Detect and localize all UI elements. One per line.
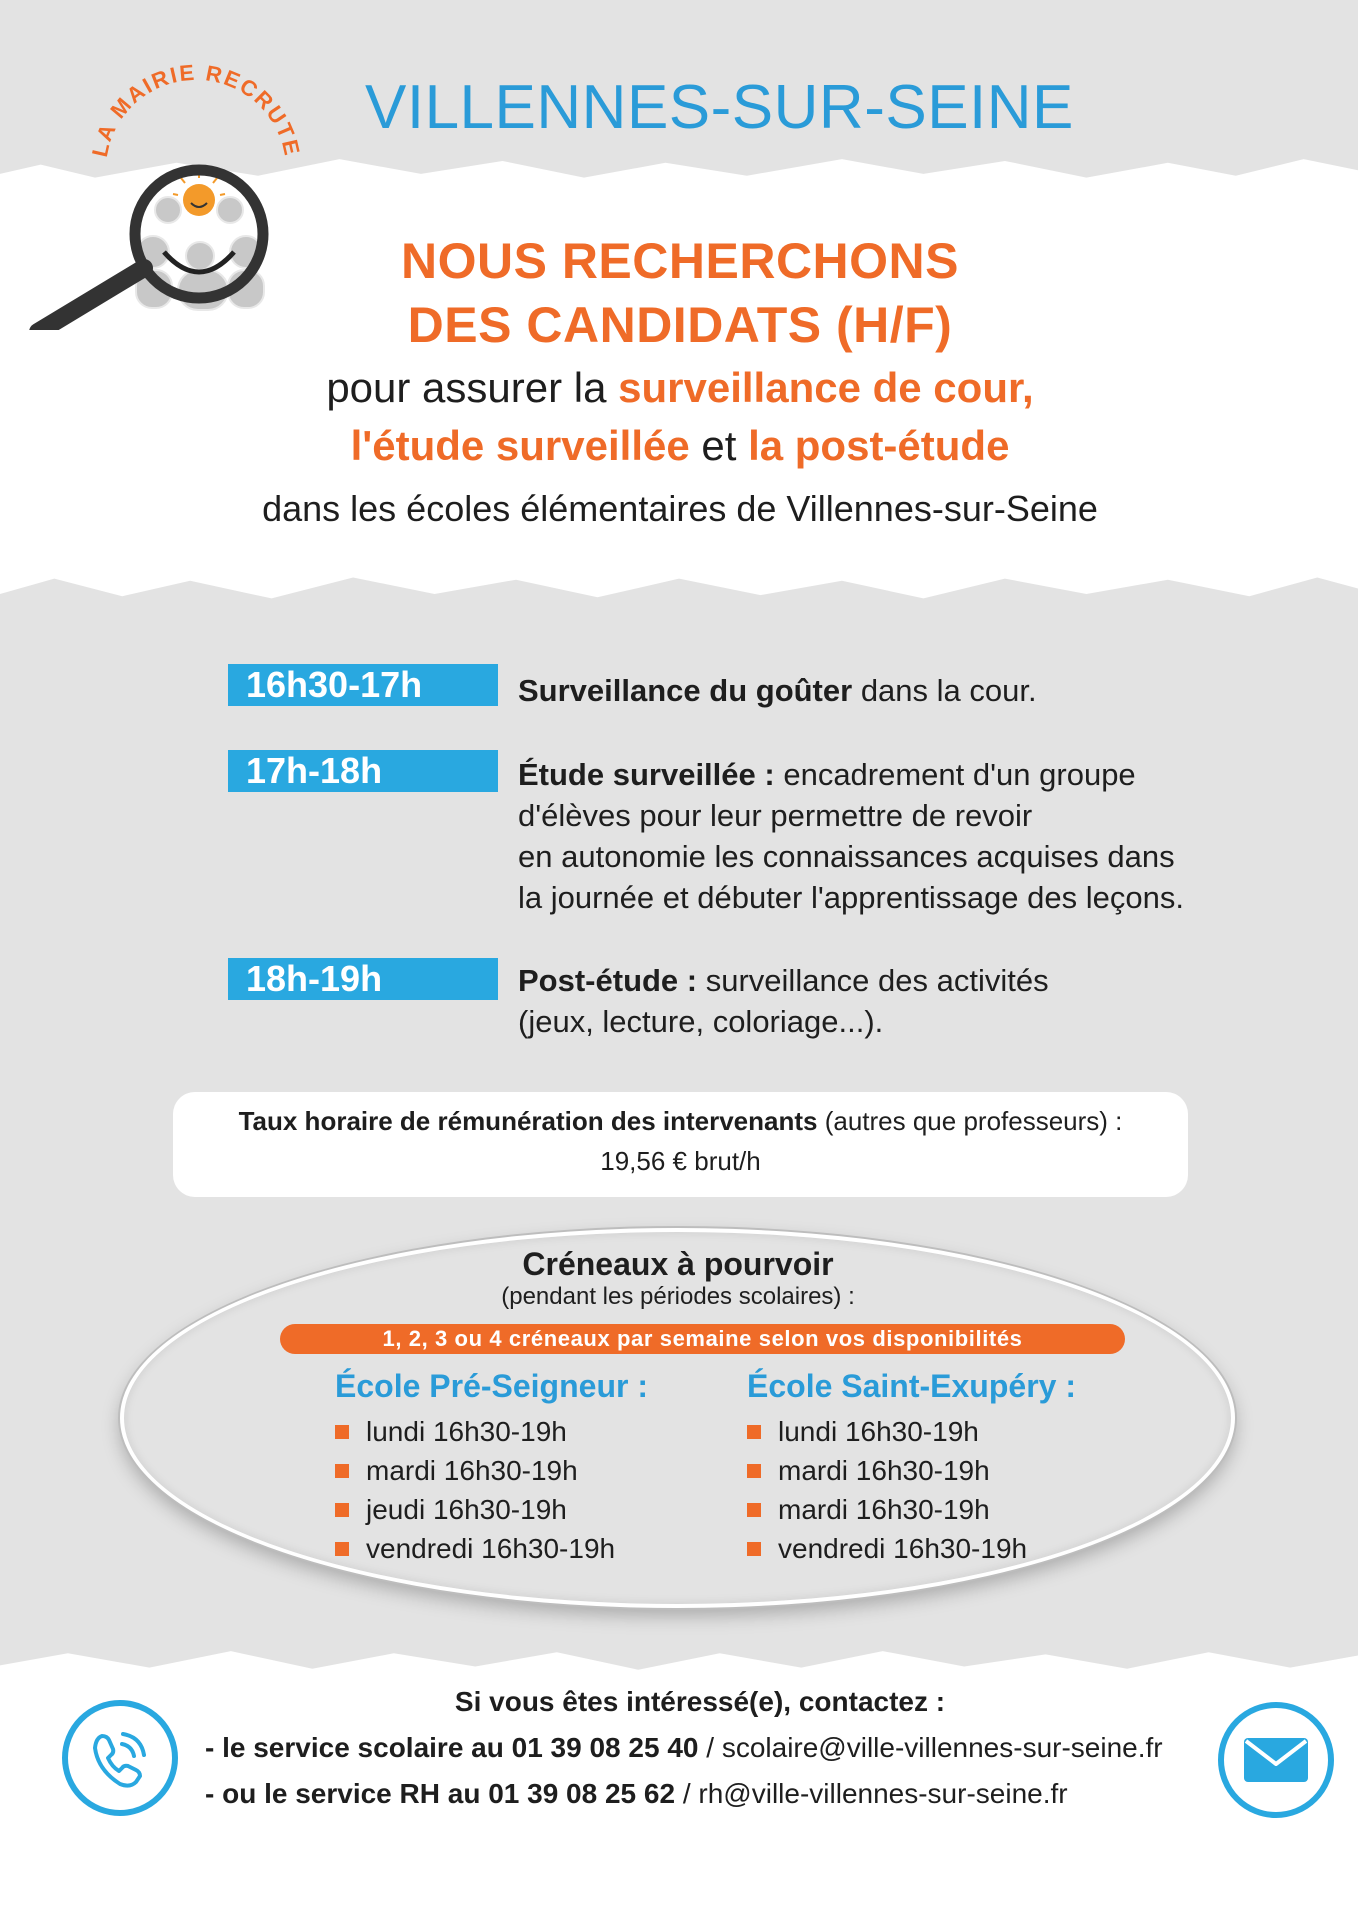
time-badge: 16h30-17h xyxy=(228,664,498,706)
subtitle-highlight: surveillance de cour, xyxy=(618,364,1034,411)
slot-text: mardi 16h30-19h xyxy=(778,1494,990,1525)
time-badge: 17h-18h xyxy=(228,750,498,792)
pay-rate-plain: (autres que professeurs) : xyxy=(817,1106,1123,1136)
slot-text: mardi 16h30-19h xyxy=(778,1455,990,1486)
slot-text: mardi 16h30-19h xyxy=(366,1455,578,1486)
contact-line-school xyxy=(205,1732,1163,1764)
subtitle-text: pour assurer la xyxy=(326,364,619,411)
list-item xyxy=(335,1529,615,1568)
schedule-heading: Surveillance du goûter xyxy=(518,673,853,708)
mail-icon[interactable] xyxy=(1218,1702,1334,1818)
headline-line2: DES CANDIDATS (H/F) xyxy=(407,297,953,353)
phone-glyph xyxy=(68,1706,172,1810)
slots-subtitle: (pendant les périodes scolaires) : xyxy=(501,1283,855,1310)
schedule-description xyxy=(518,754,1318,918)
bullet-square-icon xyxy=(335,1503,349,1517)
list-item xyxy=(747,1412,1027,1451)
school-title-saint-exupery: École Saint-Exupéry : xyxy=(747,1368,1076,1404)
bullet-square-icon xyxy=(747,1542,761,1556)
schedule-description xyxy=(518,670,1318,711)
list-item xyxy=(747,1490,1027,1529)
contact-phone: - le service scolaire au 01 39 08 25 40 xyxy=(205,1732,699,1763)
slot-list-pre-seigneur xyxy=(335,1412,615,1568)
slots-title: Créneaux à pourvoir xyxy=(522,1246,834,1282)
schedule-line: surveillance des activités xyxy=(697,963,1049,998)
slot-text: vendredi 16h30-19h xyxy=(778,1533,1028,1564)
schedule-heading: Étude surveillée : xyxy=(518,757,775,792)
city-name: VILLENNES-SUR-SEINE xyxy=(365,73,1074,142)
subtitle-line3: dans les écoles élémentaires de Villennes-sur-Seine xyxy=(262,488,1098,529)
slot-text: lundi 16h30-19h xyxy=(366,1416,567,1447)
schedule-heading: Post-étude : xyxy=(518,963,698,998)
schedule-line: d'élèves pour leur permettre de revoir xyxy=(518,798,1033,833)
pay-rate-label xyxy=(173,1106,1188,1137)
contact-email[interactable]: / scolaire@ville-villennes-sur-seine.fr xyxy=(698,1732,1163,1763)
slot-list-saint-exupery xyxy=(747,1412,1027,1568)
schedule-line: dans la cour. xyxy=(852,673,1037,708)
contact-line-hr xyxy=(205,1778,1068,1810)
contact-title: Si vous êtes intéressé(e), contactez : xyxy=(454,1686,946,1717)
slot-text: lundi 16h30-19h xyxy=(778,1416,979,1447)
schedule-line: encadrement d'un groupe xyxy=(774,757,1136,792)
school-title-pre-seigneur: École Pré-Seigneur : xyxy=(335,1368,648,1404)
subtitle-line1 xyxy=(100,360,1260,416)
bullet-square-icon xyxy=(335,1542,349,1556)
phone-icon[interactable] xyxy=(62,1700,178,1816)
slot-text: jeudi 16h30-19h xyxy=(366,1494,567,1525)
schedule-line: la journée et débuter l'apprentissage des leçons. xyxy=(518,880,1184,915)
bullet-square-icon xyxy=(335,1425,349,1439)
bullet-square-icon xyxy=(747,1425,761,1439)
schedule-description xyxy=(518,960,1318,1042)
pay-rate-box xyxy=(173,1092,1188,1197)
time-badge: 18h-19h xyxy=(228,958,498,1000)
contact-phone: - ou le service RH au 01 39 08 25 62 xyxy=(205,1778,676,1809)
bullet-square-icon xyxy=(747,1464,761,1478)
list-item xyxy=(747,1451,1027,1490)
pay-rate-value: 19,56 € brut/h xyxy=(600,1146,761,1176)
schedule-line: (jeux, lecture, coloriage...). xyxy=(518,1004,884,1039)
subtitle-line2 xyxy=(100,418,1260,474)
bullet-square-icon xyxy=(335,1464,349,1478)
list-item xyxy=(747,1529,1027,1568)
bullet-square-icon xyxy=(747,1503,761,1517)
headline-line1: NOUS RECHERCHONS xyxy=(400,233,960,289)
envelope-glyph xyxy=(1224,1708,1328,1812)
list-item xyxy=(335,1451,615,1490)
schedule-line: en autonomie les connaissances acquises dans xyxy=(518,839,1175,874)
slots-frequency-pill: 1, 2, 3 ou 4 créneaux par semaine selon vos disponibilités xyxy=(280,1324,1125,1354)
list-item xyxy=(335,1412,615,1451)
subtitle-highlight: l'étude surveillée xyxy=(350,422,690,469)
contact-email[interactable]: / rh@ville-villennes-sur-seine.fr xyxy=(675,1778,1068,1809)
subtitle-text: et xyxy=(689,422,749,469)
pay-rate-bold: Taux horaire de rémunération des intervenants xyxy=(238,1106,818,1136)
svg-text:LA MAIRIE RECRUTE: LA MAIRIE RECRUTE xyxy=(86,60,306,160)
subtitle-highlight: la post-étude xyxy=(748,422,1010,469)
slot-text: vendredi 16h30-19h xyxy=(366,1533,616,1564)
list-item xyxy=(335,1490,615,1529)
